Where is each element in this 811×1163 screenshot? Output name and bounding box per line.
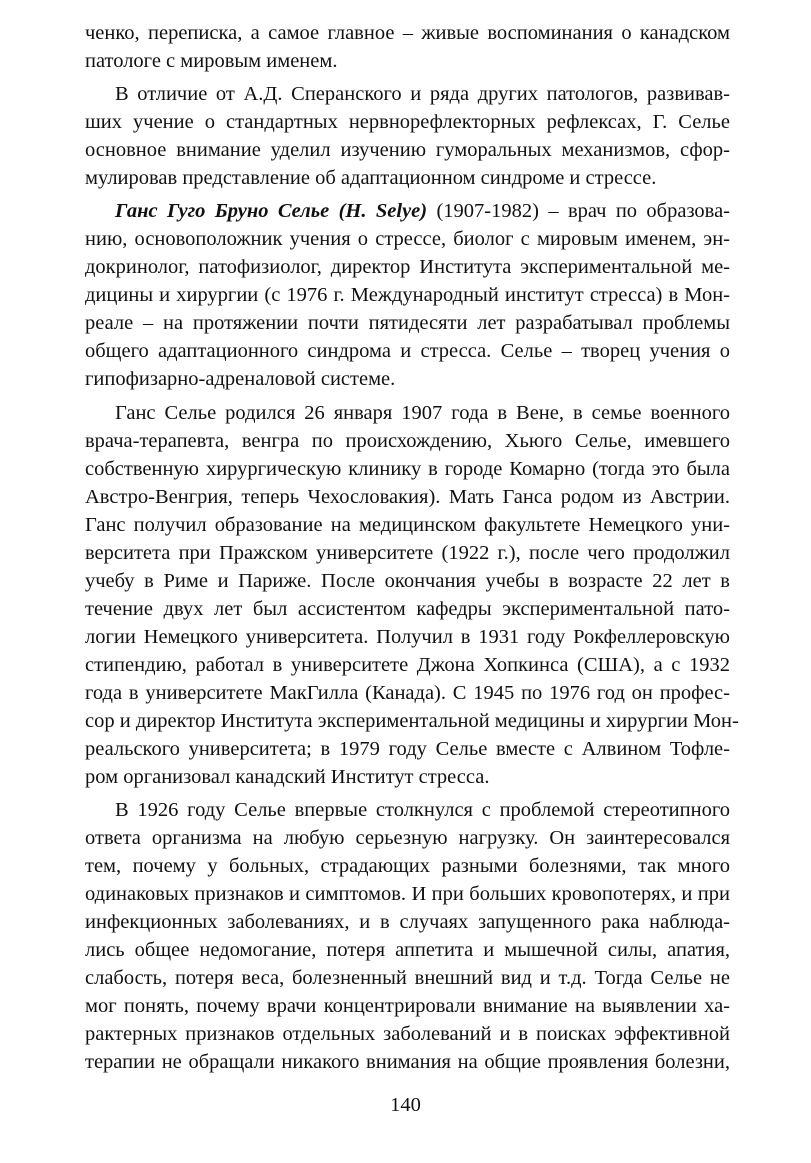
text-line: года в университете МакГилла (Канада). С 1945 по 1976 год он профес- [85,682,730,704]
text-line: собственную хирургическую клинику в городе Комарно (тогда это была [85,458,730,480]
text-line: Ганс получил образование на медицинском факультете Немецкого уни- [85,514,730,536]
text-line: ответа организма на любую серьезную нагрузку. Он заинтересовался [85,827,730,849]
text-line: дицины и хирургии (с 1976 г. Международный институт стресса) в Мон- [85,284,730,306]
text-line: ших учение о стандартных нервнорефлекторных рефлексах, Г. Селье [85,111,730,133]
text-line: слабость, потеря веса, болезненный внешний вид и т.д. Тогда Селье не [85,967,730,989]
text-line: Австро-Венгрия, теперь Чехословакия). Мать Ганса родом из Австрии. [85,486,730,508]
text-line: мулировав представление об адаптационном синдроме и стрессе. [85,167,657,189]
text-line: рактерных признаков отдельных заболеваний и в поисках эффективной [85,1023,730,1045]
text-line: реале – на протяжении почти пятидесяти лет разрабатывал проблемы [85,312,730,334]
text-line: верситета при Пражском университете (1922 г.), после чего продолжил [85,542,730,564]
text-line: течение двух лет был ассистентом кафедры экспериментальной пато- [85,598,730,620]
text-line: лись общее недомогание, потеря аппетита и мышечной силы, апатия, [85,939,730,961]
text-line: одинаковых признаков и симптомов. И при больших кровопотерях, и при [85,883,730,905]
text-line: общего адаптационного синдрома и стресса. Селье – творец учения о [85,340,730,362]
text-line: патологе с мировым именем. [85,50,338,72]
text-line: учебу в Риме и Париже. После окончания учебы в возрасте 22 лет в [85,570,730,592]
page-number: 140 [390,1094,421,1116]
text-line: Ганс Селье родился 26 января 1907 года в Вене, в семье военного [115,402,730,424]
text-line: ченко, переписка, а самое главное – живые воспоминания о канадском [85,22,730,44]
text-line: реальского университета; в 1979 году Селье вместе с Алвином Тофле- [85,738,730,760]
bio-heading-rest: (1907-1982) – врач по образова- [427,200,731,222]
text-line: гипофизарно-адреналовой системе. [85,368,396,390]
text-line: докринолог, патофизиолог, директор Института экспериментальной ме- [85,256,730,278]
text-line: мог понять, почему врачи концентрировали внимание на выявлении ха- [85,995,730,1017]
text-line: терапии не обращали никакого внимания на общие проявления болезни, [85,1051,730,1073]
bio-heading-name: Ганс Гуго Бруно Селье (H. Selye) [115,200,428,222]
text-line: инфекционных заболеваниях, и в случаях запущенного рака наблюда- [85,911,730,933]
text-line: основное внимание уделил изучению гуморальных механизмов, сфор- [85,139,730,161]
text-line: В 1926 году Селье впервые столкнулся с проблемой стереотипного [115,799,730,821]
text-line: врача-терапевта, венгра по происхождению, Хьюго Селье, имевшего [85,430,730,452]
text-line: логии Немецкого университета. Получил в 1931 году Рокфеллеровскую [85,626,730,648]
text-line: ром организовал канадский Институт стресса. [85,766,490,788]
text-line: сор и директор Института экспериментальной медицины и хирургии Мон- [85,710,739,732]
text-line: тем, почему у больных, страдающих разными болезнями, так много [85,855,730,877]
text-line: стипендию, работал в университете Джона Хопкинса (США), а с 1932 [85,654,730,676]
bio-heading-line [115,196,730,226]
text-line: В отличие от А.Д. Сперанского и ряда других патологов, развивав- [115,83,730,105]
text-line: нию, основоположник учения о стрессе, биолог с мировым именем, эн- [85,228,730,250]
